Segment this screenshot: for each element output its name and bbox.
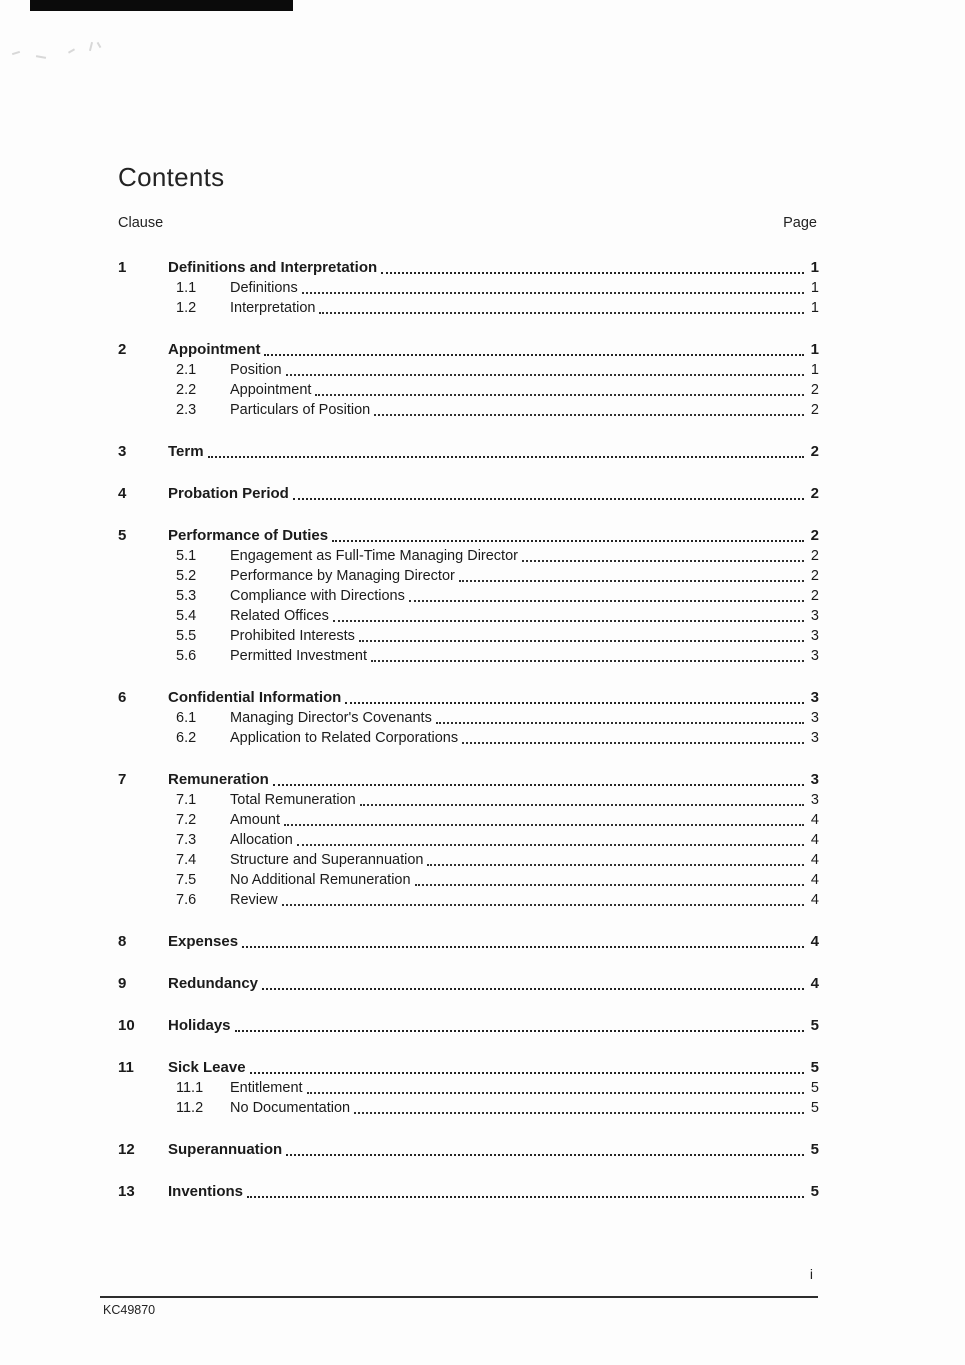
dot-leader [282, 904, 804, 906]
dot-leader [409, 600, 804, 602]
dot-leader [332, 540, 804, 542]
section-number: 7 [118, 771, 127, 788]
subsection-title: Interpretation [230, 300, 316, 316]
dot-leader [286, 374, 804, 376]
section-title: Holidays [168, 1017, 231, 1034]
dot-leader [360, 804, 804, 806]
toc-subsection-row [118, 1078, 819, 1098]
subsection-title: Related Offices [230, 608, 329, 624]
dot-leader [354, 1112, 804, 1114]
subsection-page-number: 1 [810, 362, 819, 378]
toc-subsection-row [118, 790, 819, 810]
toc-subsection-row [118, 606, 819, 626]
footer-divider-line [100, 1296, 818, 1298]
toc-section-row [118, 1139, 819, 1160]
section-title: Confidential Information [168, 689, 342, 706]
subsection-page-number: 4 [810, 832, 819, 848]
subsection-page-number: 3 [810, 730, 819, 746]
dot-leader [262, 988, 804, 990]
subsection-number: 7.5 [176, 872, 197, 888]
toc-section-row [118, 973, 819, 994]
subsection-page-number: 5 [810, 1080, 819, 1096]
toc-header-row [118, 215, 819, 231]
section-number: 11 [118, 1059, 134, 1076]
subsection-number: 11.1 [176, 1080, 204, 1096]
subsection-page-number: 4 [810, 812, 819, 828]
section-page-number: 3 [810, 689, 819, 706]
dot-leader [286, 1154, 804, 1156]
section-number: 2 [118, 341, 127, 358]
subsection-title: Structure and Superannuation [230, 852, 424, 868]
section-number: 1 [118, 259, 127, 276]
section-page-number: 5 [810, 1059, 819, 1076]
subsection-page-number: 4 [810, 852, 819, 868]
toc-subsection-row [118, 870, 819, 890]
subsection-page-number: 2 [810, 588, 819, 604]
subsection-title: Engagement as Full-Time Managing Director [230, 548, 518, 564]
section-number: 4 [118, 485, 127, 502]
subsection-number: 11.2 [176, 1100, 204, 1116]
dot-leader [415, 884, 804, 886]
subsection-number: 7.3 [176, 832, 197, 848]
subsection-number: 5.5 [176, 628, 197, 644]
section-page-number: 1 [810, 341, 819, 358]
section-title: Redundancy [168, 975, 259, 992]
subsection-number: 2.3 [176, 402, 197, 418]
section-page-number: 3 [810, 771, 819, 788]
page-column-label: Page [783, 215, 817, 231]
toc-subsection-row [118, 360, 819, 380]
section-title: Performance of Duties [168, 527, 329, 544]
toc-section-row [118, 1181, 819, 1202]
dot-leader [522, 560, 804, 562]
toc-subsection-row [118, 830, 819, 850]
subsection-number: 7.1 [176, 792, 197, 808]
toc-subsection-row [118, 546, 819, 566]
clause-column-label: Clause [118, 215, 164, 231]
toc-section-row [118, 1015, 819, 1036]
toc-content [118, 162, 819, 1202]
section-number: 13 [118, 1183, 135, 1200]
scan-redaction-bar [30, 0, 293, 11]
toc-section-row [118, 441, 819, 462]
subsection-page-number: 3 [810, 792, 819, 808]
dot-leader [381, 272, 804, 274]
dot-leader [208, 456, 804, 458]
section-title: Expenses [168, 933, 239, 950]
section-number: 3 [118, 443, 127, 460]
subsection-title: Entitlement [230, 1080, 303, 1096]
dot-leader [307, 1092, 804, 1094]
section-number: 12 [118, 1141, 135, 1158]
toc-section-row [118, 257, 819, 278]
section-title: Probation Period [168, 485, 289, 502]
section-number: 6 [118, 689, 127, 706]
toc-subsection-row [118, 708, 819, 728]
subsection-number: 5.4 [176, 608, 197, 624]
section-title: Sick Leave [168, 1059, 246, 1076]
footer-page-number: i [809, 1266, 813, 1282]
toc-section-row [118, 525, 819, 546]
subsection-title: Particulars of Position [230, 402, 371, 418]
subsection-title: Compliance with Directions [230, 588, 405, 604]
subsection-title: Application to Related Corporations [230, 730, 459, 746]
subsection-number: 1.1 [176, 280, 197, 296]
toc-subsection-row [118, 810, 819, 830]
dot-leader [462, 742, 804, 744]
toc-subsection-row [118, 380, 819, 400]
dot-leader [371, 660, 804, 662]
section-title: Superannuation [168, 1141, 283, 1158]
toc-section-row [118, 931, 819, 952]
section-page-number: 1 [810, 259, 819, 276]
section-page-number: 4 [810, 933, 819, 950]
subsection-number: 1.2 [176, 300, 197, 316]
subsection-number: 5.6 [176, 648, 197, 664]
subsection-number: 2.1 [176, 362, 197, 378]
section-title: Definitions and Interpretation [168, 259, 378, 276]
toc-subsection-row [118, 566, 819, 586]
dot-leader [427, 864, 804, 866]
subsection-title: No Additional Remuneration [230, 872, 411, 888]
subsection-title: Review [230, 892, 278, 908]
dot-leader [293, 498, 804, 500]
subsection-number: 6.1 [176, 710, 197, 726]
subsection-page-number: 3 [810, 648, 819, 664]
section-title: Inventions [168, 1183, 244, 1200]
dot-leader [359, 640, 804, 642]
toc-subsection-row [118, 278, 819, 298]
section-number: 8 [118, 933, 127, 950]
subsection-page-number: 1 [810, 300, 819, 316]
toc-section-row [118, 483, 819, 504]
toc-section-row [118, 687, 819, 708]
section-title: Term [168, 443, 204, 460]
section-page-number: 4 [810, 975, 819, 992]
toc-subsection-row [118, 646, 819, 666]
subsection-title: Prohibited Interests [230, 628, 355, 644]
section-title: Remuneration [168, 771, 269, 788]
dot-leader [273, 784, 804, 786]
section-page-number: 2 [810, 527, 819, 544]
subsection-title: Amount [230, 812, 280, 828]
subsection-title: Position [230, 362, 282, 378]
subsection-title: Definitions [230, 280, 298, 296]
subsection-title: Performance by Managing Director [230, 568, 455, 584]
subsection-title: Total Remuneration [230, 792, 356, 808]
subsection-page-number: 5 [810, 1100, 819, 1116]
subsection-title: Managing Director's Covenants [230, 710, 432, 726]
subsection-number: 7.4 [176, 852, 197, 868]
subsection-number: 7.6 [176, 892, 197, 908]
toc-subsection-row [118, 850, 819, 870]
dot-leader [235, 1030, 804, 1032]
section-page-number: 5 [810, 1183, 819, 1200]
toc-list [118, 257, 819, 1202]
subsection-page-number: 1 [810, 280, 819, 296]
toc-subsection-row [118, 890, 819, 910]
subsection-page-number: 3 [810, 608, 819, 624]
subsection-page-number: 2 [810, 548, 819, 564]
dot-leader [297, 844, 804, 846]
subsection-page-number: 4 [810, 872, 819, 888]
section-page-number: 2 [810, 485, 819, 502]
dot-leader [374, 414, 804, 416]
subsection-page-number: 4 [810, 892, 819, 908]
toc-section-row [118, 769, 819, 790]
dot-leader [302, 292, 804, 294]
section-number: 9 [118, 975, 127, 992]
dot-leader [264, 354, 804, 356]
toc-subsection-row [118, 298, 819, 318]
toc-subsection-row [118, 626, 819, 646]
section-title: Appointment [168, 341, 261, 358]
subsection-title: Permitted Investment [230, 648, 367, 664]
dot-leader [345, 702, 804, 704]
subsection-page-number: 3 [810, 710, 819, 726]
dot-leader [242, 946, 804, 948]
subsection-title: Allocation [230, 832, 293, 848]
subsection-number: 6.2 [176, 730, 197, 746]
subsection-number: 5.3 [176, 588, 197, 604]
dot-leader [284, 824, 804, 826]
subsection-number: 5.1 [176, 548, 197, 564]
dot-leader [250, 1072, 804, 1074]
toc-section-row [118, 1057, 819, 1078]
section-page-number: 5 [810, 1017, 819, 1034]
subsection-page-number: 2 [810, 382, 819, 398]
subsection-number: 5.2 [176, 568, 197, 584]
dot-leader [247, 1196, 804, 1198]
subsection-page-number: 2 [810, 568, 819, 584]
toc-subsection-row [118, 1098, 819, 1118]
scan-smudge-artifact [10, 42, 105, 68]
dot-leader [333, 620, 804, 622]
dot-leader [319, 312, 804, 314]
dot-leader [459, 580, 804, 582]
subsection-title: No Documentation [230, 1100, 351, 1116]
toc-subsection-row [118, 400, 819, 420]
footer-document-reference: KC49870 [103, 1303, 156, 1317]
section-page-number: 2 [810, 443, 819, 460]
page-title: Contents [118, 162, 225, 192]
subsection-page-number: 2 [810, 402, 819, 418]
subsection-number: 2.2 [176, 382, 197, 398]
section-page-number: 5 [810, 1141, 819, 1158]
subsection-number: 7.2 [176, 812, 197, 828]
dot-leader [315, 394, 804, 396]
dot-leader [436, 722, 804, 724]
section-number: 10 [118, 1017, 135, 1034]
subsection-title: Appointment [230, 382, 312, 398]
toc-subsection-row [118, 586, 819, 606]
toc-subsection-row [118, 728, 819, 748]
subsection-page-number: 3 [810, 628, 819, 644]
section-number: 5 [118, 527, 127, 544]
toc-section-row [118, 339, 819, 360]
